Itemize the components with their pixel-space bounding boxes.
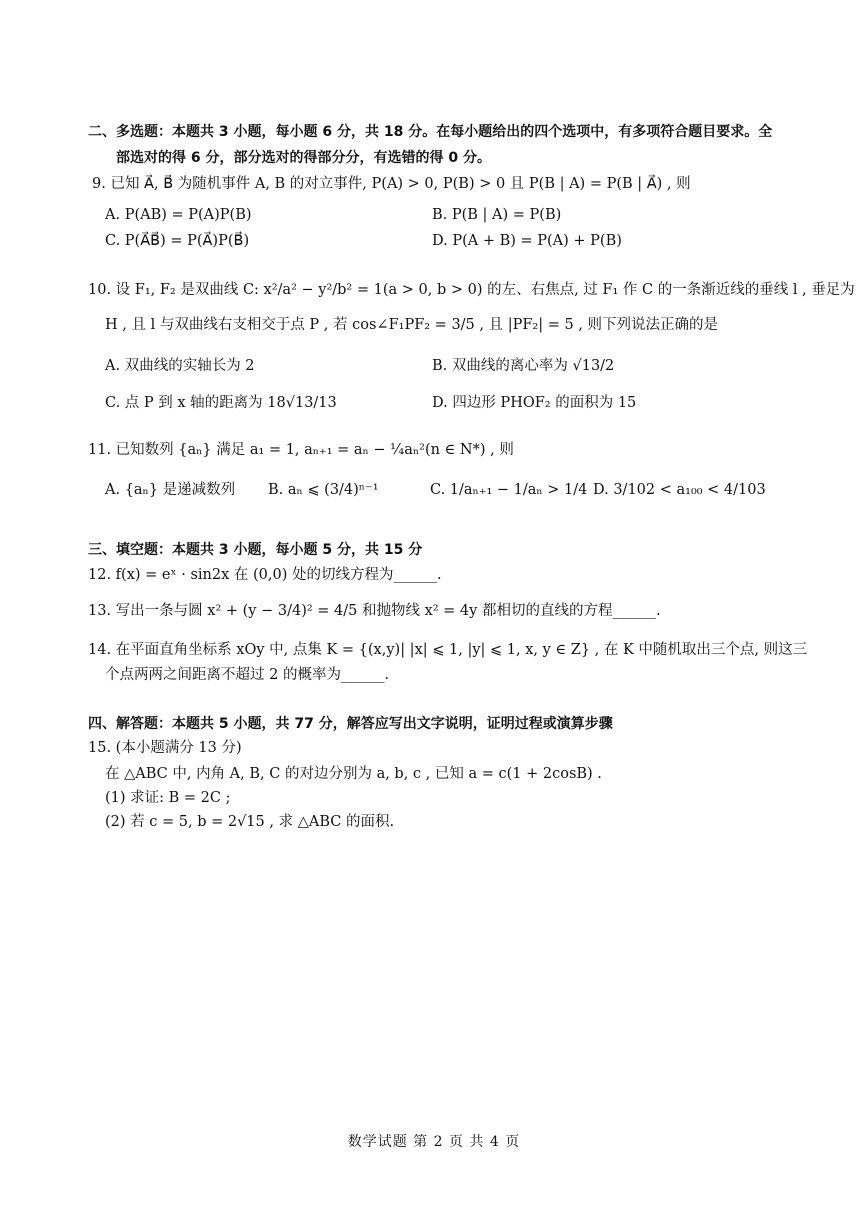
page-footer: 数学试题 第 2 页 共 4 页: [347, 1134, 521, 1150]
question-15-part1: (1) 求证: B = 2C ;: [105, 790, 231, 806]
question-11-option-c: C. 1/aₙ₊₁ − 1/aₙ > 1/4: [430, 482, 588, 498]
question-11-stem: 11. 已知数列 {aₙ} 满足 a₁ = 1, aₙ₊₁ = aₙ − ¼aₙ²(n ∈ N*) , 则: [88, 442, 514, 458]
section-3-header: 三、填空题：本题共 3 小题，每小题 5 分，共 15 分: [88, 542, 423, 558]
question-11-option-d: D. 3/102 < a₁₀₀ < 4/103: [593, 482, 766, 498]
question-15-part2: (2) 若 c = 5, b = 2√15 , 求 △ABC 的面积.: [105, 814, 395, 830]
question-15-stem: 在 △ABC 中, 内角 A, B, C 的对边分别为 a, b, c , 已知 a = c(1 + 2cosB) .: [105, 766, 602, 782]
section-2-header-line2: 部选对的得 6 分，部分选对的得部分分，有选错的得 0 分。: [116, 150, 491, 166]
question-9-option-b: B. P(B | A) = P(B): [432, 207, 562, 223]
question-10-option-a: A. 双曲线的实轴长为 2: [105, 358, 255, 374]
question-9-option-d: D. P(A + B) = P(A) + P(B): [432, 233, 622, 249]
question-12-stem: 12. f(x) = eˣ · sin2x 在 (0,0) 处的切线方程为______.: [88, 567, 442, 583]
question-10-stem-line1: 10. 设 F₁, F₂ 是双曲线 C: x²/a² − y²/b² = 1(a > 0, b > 0) 的左、右焦点, 过 F₁ 作 C 的一条渐近线的垂线 l , 垂足为: [88, 282, 855, 298]
question-10-option-c: C. 点 P 到 x 轴的距离为 18√13/13: [105, 395, 337, 411]
question-11-option-a: A. {aₙ} 是递减数列: [105, 482, 236, 498]
question-14-stem-line2: 个点两两之间距离不超过 2 的概率为______.: [105, 667, 390, 683]
question-9-option-c: C. P(A⃗B⃗) = P(A⃗)P(B⃗): [105, 233, 250, 249]
question-9-option-a: A. P(AB) = P(A)P(B): [105, 207, 252, 223]
question-14-stem-line1: 14. 在平面直角坐标系 xOy 中, 点集 K = {(x,y)| |x| ⩽ 1, |y| ⩽ 1, x, y ∈ Z} , 在 K 中随机取出三个点, 则这三: [88, 642, 808, 658]
section-2-header-line1: 二、多选题：本题共 3 小题，每小题 6 分，共 18 分。在每小题给出的四个选项中，有多项符合题目要求。全: [88, 124, 773, 140]
question-10-stem-line2: H , 且 l 与双曲线右支相交于点 P , 若 cos∠F₁PF₂ = 3/5 , 且 |PF₂| = 5 , 则下列说法正确的是: [105, 317, 719, 333]
section-4-header: 四、解答题：本题共 5 小题，共 77 分，解答应写出文字说明，证明过程或演算步骤: [88, 716, 613, 732]
question-10-option-d: D. 四边形 PHOF₂ 的面积为 15: [432, 395, 637, 411]
question-11-option-b: B. aₙ ⩽ (3/4)ⁿ⁻¹: [268, 482, 379, 498]
question-13-stem: 13. 写出一条与圆 x² + (y − 3/4)² = 4/5 和抛物线 x² = 4y 都相切的直线的方程______.: [88, 603, 661, 619]
question-15-title: 15. (本小题满分 13 分): [88, 740, 242, 756]
question-9-stem: 9. 已知 A⃗, B⃗ 为随机事件 A, B 的对立事件, P(A) > 0, P(B) > 0 且 P(B | A) = P(B | A⃗) , 则: [92, 176, 691, 192]
question-10-option-b: B. 双曲线的离心率为 √13/2: [432, 358, 615, 374]
